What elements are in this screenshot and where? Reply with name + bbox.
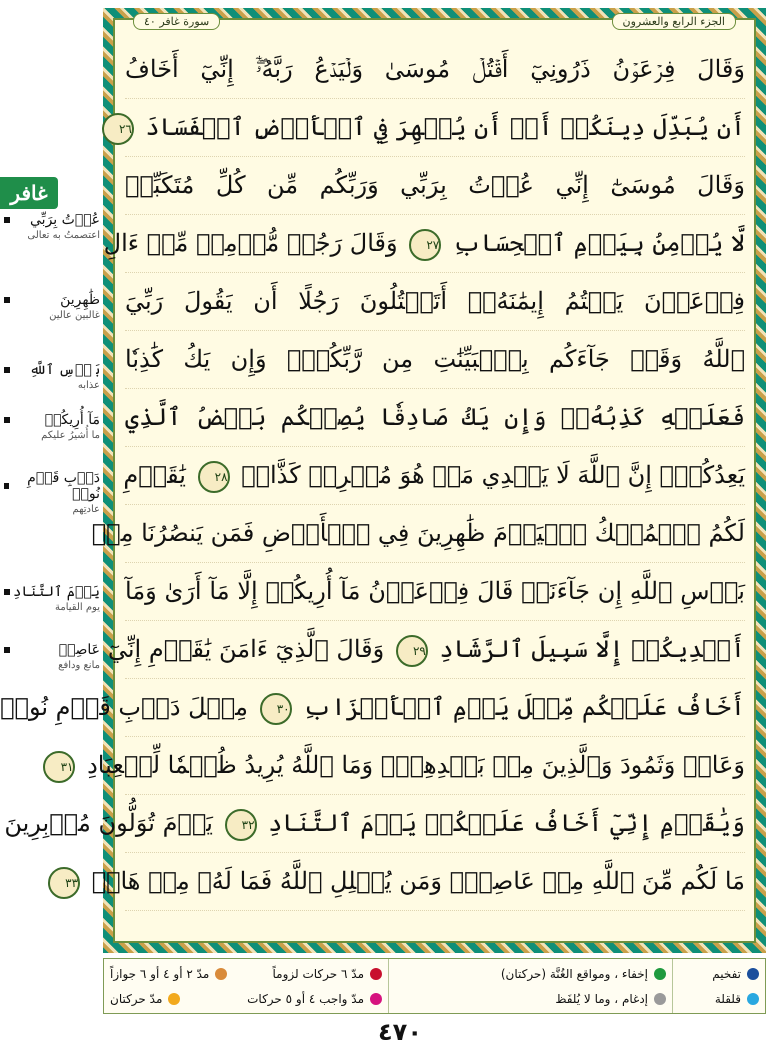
dot-icon <box>654 968 666 980</box>
text-line: وَيَٰقَوۡمِ إِنِّيٓ أَخَافُ عَلَيۡكُمۡ يَوۡمَ ٱلتَّنَادِ ٣٢ يَوۡمَ تُوَلُّونَ مُدۡبِرِينَ <box>125 794 745 853</box>
bullet-icon <box>4 589 10 595</box>
legend-item: تفخيم <box>679 967 759 981</box>
legend-column <box>104 959 388 1013</box>
legend-column <box>388 959 672 1013</box>
ayah-marker: ٢٩ <box>396 635 428 667</box>
text-line: فِرۡعَوۡنَ يَكۡتُمُ إِيمَٰنَهُۥٓ أَتَقۡتُلُونَ رَجُلًا أَن يَقُولَ رَبِّيَ <box>125 272 745 331</box>
text-line: فَعَلَيۡهِ كَذِبُهُۥۖ وَإِن يَكُ صَادِقٗا يُصِبۡكُم بَعۡضُ ٱلَّذِي <box>125 388 745 447</box>
legend-item: إدغام ، وما لا يُلفَظ <box>395 992 666 1006</box>
legend-item: مدّ حركتان <box>110 992 180 1006</box>
text-line: لَّا يُؤۡمِنُ بِيَوۡمِ ٱلۡحِسَابِ ٢٧ وَقَالَ رَجُلٞ مُّؤۡمِنٞ مِّنۡ ءَالِ <box>125 214 745 273</box>
tajweed-legend <box>103 958 766 1014</box>
ayah-marker: ٢٦ <box>102 113 134 145</box>
dot-icon <box>370 968 382 980</box>
page-header <box>103 8 766 34</box>
legend-item: مدّ واجب ٤ أو ٥ حركات <box>247 992 382 1006</box>
margin-note: يَوۡمَ ٱلتَّنَادِ يوم القيامة <box>2 584 100 615</box>
bullet-icon <box>4 483 9 489</box>
bullet-icon <box>4 417 10 423</box>
text-line: أَهۡدِيكُمۡ إِلَّا سَبِيلَ ٱلرَّشَادِ ٢٩ وَقَالَ ٱلَّذِيٓ ءَامَنَ يَٰقَوۡمِ إِنِّيٓ <box>125 620 745 679</box>
text-line: أَخَافُ عَلَيۡكُم مِّثۡلَ يَوۡمِ ٱلۡأَحۡزَابِ ٣٠ مِثۡلَ دَأۡبِ قَوۡمِ نُوحٖ <box>125 678 745 737</box>
margin-note: عَاصِمٖ مانع ودافع <box>2 642 100 673</box>
margin-note: ظَٰهِرِينَ غالبين عالين <box>2 292 100 323</box>
legend-item: مدّ ٢ أو ٤ أو ٦ جوازاً <box>110 967 227 981</box>
text-line: ٱللَّهُ وَقَدۡ جَآءَكُم بِٱلۡبَيِّنَٰتِ مِن رَّبِّكُمۡۖ وَإِن يَكُ كَٰذِبٗا <box>125 330 745 389</box>
dot-icon <box>370 993 382 1005</box>
margin-note: عُذۡتُ بِرَبِّي اعتصمتُ به تعالى <box>2 212 100 243</box>
margin-note: مَآ أُرِيكُمۡ ما أُشيرُ عليكم <box>2 412 100 443</box>
margin-note: بَأۡسِ ٱللَّهِ عذابه <box>2 362 100 393</box>
text-line: لَكُمُ ٱلۡمُلۡكُ ٱلۡيَوۡمَ ظَٰهِرِينَ فِي ٱلۡأَرۡضِ فَمَن يَنصُرُنَا مِنۢ <box>125 504 745 563</box>
bullet-icon <box>4 647 10 653</box>
ayah-marker: ٢٧ <box>409 229 441 261</box>
surah-name-tab: غافر <box>0 177 58 209</box>
text-line: مَا لَكُم مِّنَ ٱللَّهِ مِنۡ عَاصِمٖۗ وَمَن يُضۡلِلِ ٱللَّهُ فَمَا لَهُۥ مِنۡ هَادٖ ٣٣ <box>125 852 745 911</box>
text-line: بَأۡسِ ٱللَّهِ إِن جَآءَنَاۚ قَالَ فِرۡعَوۡنُ مَآ أُرِيكُمۡ إِلَّا مَآ أَرَىٰ وَمَآ <box>125 562 745 621</box>
dot-icon <box>168 993 180 1005</box>
dot-icon <box>654 993 666 1005</box>
legend-item: إخفاء ، ومواقع الغُنَّة (حركتان) <box>395 967 666 981</box>
dot-icon <box>215 968 227 980</box>
ayah-marker: ٣٢ <box>225 809 257 841</box>
text-line: وَعَادٖ وَثَمُودَ وَٱلَّذِينَ مِنۢ بَعۡدِهِمۡۚ وَمَا ٱللَّهُ يُرِيدُ ظُلۡمٗا لِّلۡعِبَادِ ٣١ <box>125 736 745 795</box>
dot-icon <box>747 993 759 1005</box>
dot-icon <box>747 968 759 980</box>
legend-column <box>672 959 765 1013</box>
ayah-marker: ٢٨ <box>198 461 230 493</box>
bullet-icon <box>4 297 10 303</box>
page-number: ٤٧٠ <box>378 1018 422 1046</box>
legend-item: قلقلة <box>679 992 759 1006</box>
margin-note: دَأۡبِ قَوۡمِ نُوحٖ عادتِهم <box>2 470 100 517</box>
ayah-marker: ٣١ <box>43 751 75 783</box>
legend-item: مدّ ٦ حركات لزوماً <box>273 967 383 981</box>
text-line: وَقَالَ فِرۡعَوۡنُ ذَرُونِيٓ أَقۡتُلۡ مُوسَىٰ وَلۡيَدۡعُ رَبَّهُۥٓۖ إِنِّيٓ أَخَافُ <box>125 40 745 99</box>
surah-header-tag: سورة غافر ٤٠ <box>133 13 220 30</box>
bullet-icon <box>4 367 10 373</box>
text-line: يَعِدُكُمۡۖ إِنَّ ٱللَّهَ لَا يَهۡدِي مَنۡ هُوَ مُسۡرِفٞ كَذَّابٞ ٢٨ يَٰقَوۡمِ <box>125 446 745 505</box>
ayah-marker: ٣٣ <box>48 867 80 899</box>
text-line: وَقَالَ مُوسَىٰٓ إِنِّي عُذۡتُ بِرَبِّي وَرَبِّكُم مِّن كُلِّ مُتَكَبِّرٖ <box>125 156 745 215</box>
ayah-marker: ٣٠ <box>260 693 292 725</box>
text-line: أَن يُبَدِّلَ دِينَكُمۡ أَوۡ أَن يُظۡهِرَ فِي ٱلۡأَرۡضِ ٱلۡفَسَادَ ٢٦ <box>125 98 745 157</box>
juz-header-tag: الجزء الرابع والعشرون <box>612 13 737 30</box>
bullet-icon <box>4 217 10 223</box>
